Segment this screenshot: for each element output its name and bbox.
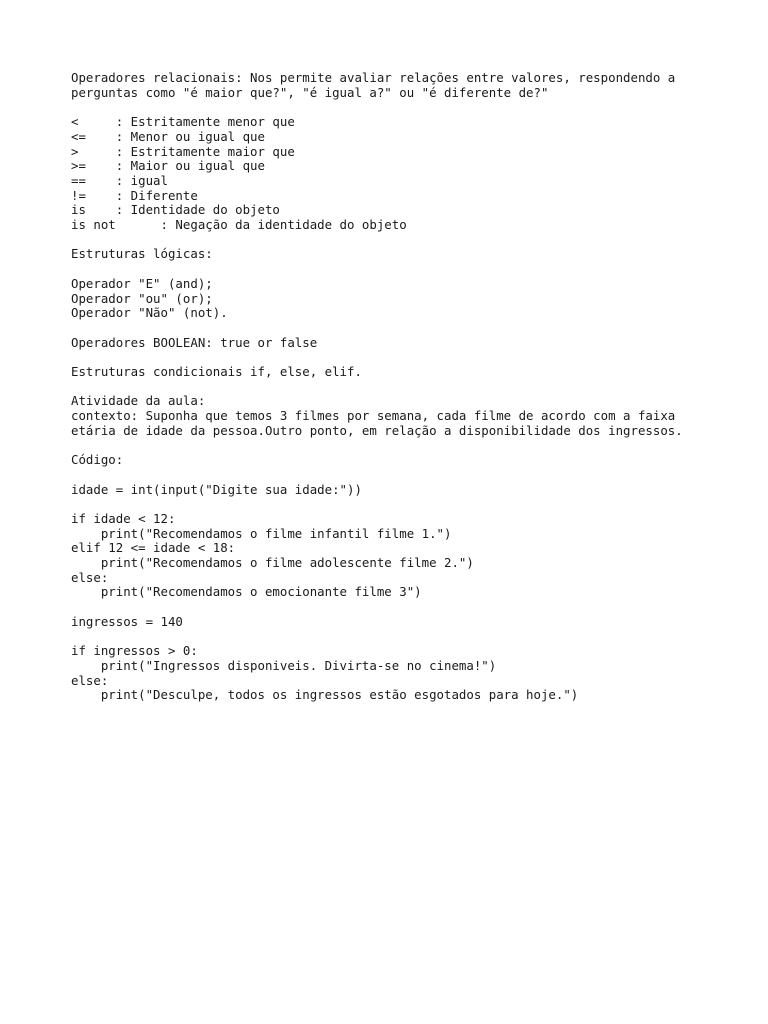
text-line: print("Recomendamos o emocionante filme 3")	[71, 584, 422, 600]
text-line: idade = int(input("Digite sua idade:"))	[71, 481, 362, 497]
text-line: == : igual	[71, 172, 168, 188]
text-line: Estruturas condicionais if, else, elif.	[71, 363, 362, 379]
text-line: >= : Maior ou igual que	[71, 158, 265, 174]
text-line: Código:	[71, 452, 124, 468]
text-line: Estruturas lógicas:	[71, 246, 213, 262]
text-line: else:	[71, 672, 109, 688]
text-line	[71, 630, 751, 645]
text-line	[71, 321, 751, 336]
text-line	[71, 262, 751, 277]
text-line	[71, 497, 751, 512]
text-line: != : Diferente	[71, 187, 198, 203]
text-line: print("Recomendamos o filme infantil filme 1.")	[71, 525, 452, 541]
text-line: if idade < 12:	[71, 510, 176, 526]
text-line: < : Estritamente menor que	[71, 114, 295, 130]
text-line: is : Identidade do objeto	[71, 202, 280, 218]
text-line: contexto: Suponha que temos 3 filmes por semana, cada filme de acordo com a faixa	[71, 408, 676, 424]
text-line	[71, 233, 751, 248]
text-line	[71, 468, 751, 483]
text-line	[71, 350, 751, 365]
text-line: etária de idade da pessoa.Outro ponto, em relação a disponibilidade dos ingressos.	[71, 422, 683, 438]
text-line	[71, 438, 751, 453]
text-line: print("Desculpe, todos os ingressos estão esgotados para hoje.")	[71, 687, 579, 703]
text-line: Operadores BOOLEAN: true or false	[71, 334, 318, 350]
text-line: Operador "E" (and);	[71, 275, 213, 291]
document-page	[71, 71, 751, 703]
text-line: else:	[71, 569, 109, 585]
text-line: ingressos = 140	[71, 613, 183, 629]
text-line: Operadores relacionais: Nos permite avaliar relações entre valores, respondendo a	[71, 70, 676, 85]
text-line: Atividade da aula:	[71, 393, 206, 409]
text-line: print("Recomendamos o filme adolescente filme 2.")	[71, 555, 474, 571]
text-line: perguntas como "é maior que?", "é igual a?" ou "é diferente de?"	[71, 84, 549, 100]
text-line: Operador "ou" (or);	[71, 290, 213, 306]
text-line: <= : Menor ou igual que	[71, 128, 265, 144]
text-line: Operador "Não" (not).	[71, 305, 228, 321]
text-line: print("Ingressos disponiveis. Divirta-se no cinema!")	[71, 657, 497, 673]
text-line: if ingressos > 0:	[71, 643, 198, 659]
text-line	[71, 100, 751, 115]
text-line: elif 12 <= idade < 18:	[71, 540, 236, 556]
text-line: is not : Negação da identidade do objeto	[71, 217, 407, 233]
text-line: > : Estritamente maior que	[71, 143, 295, 159]
text-line	[71, 380, 751, 395]
text-line	[71, 600, 751, 615]
